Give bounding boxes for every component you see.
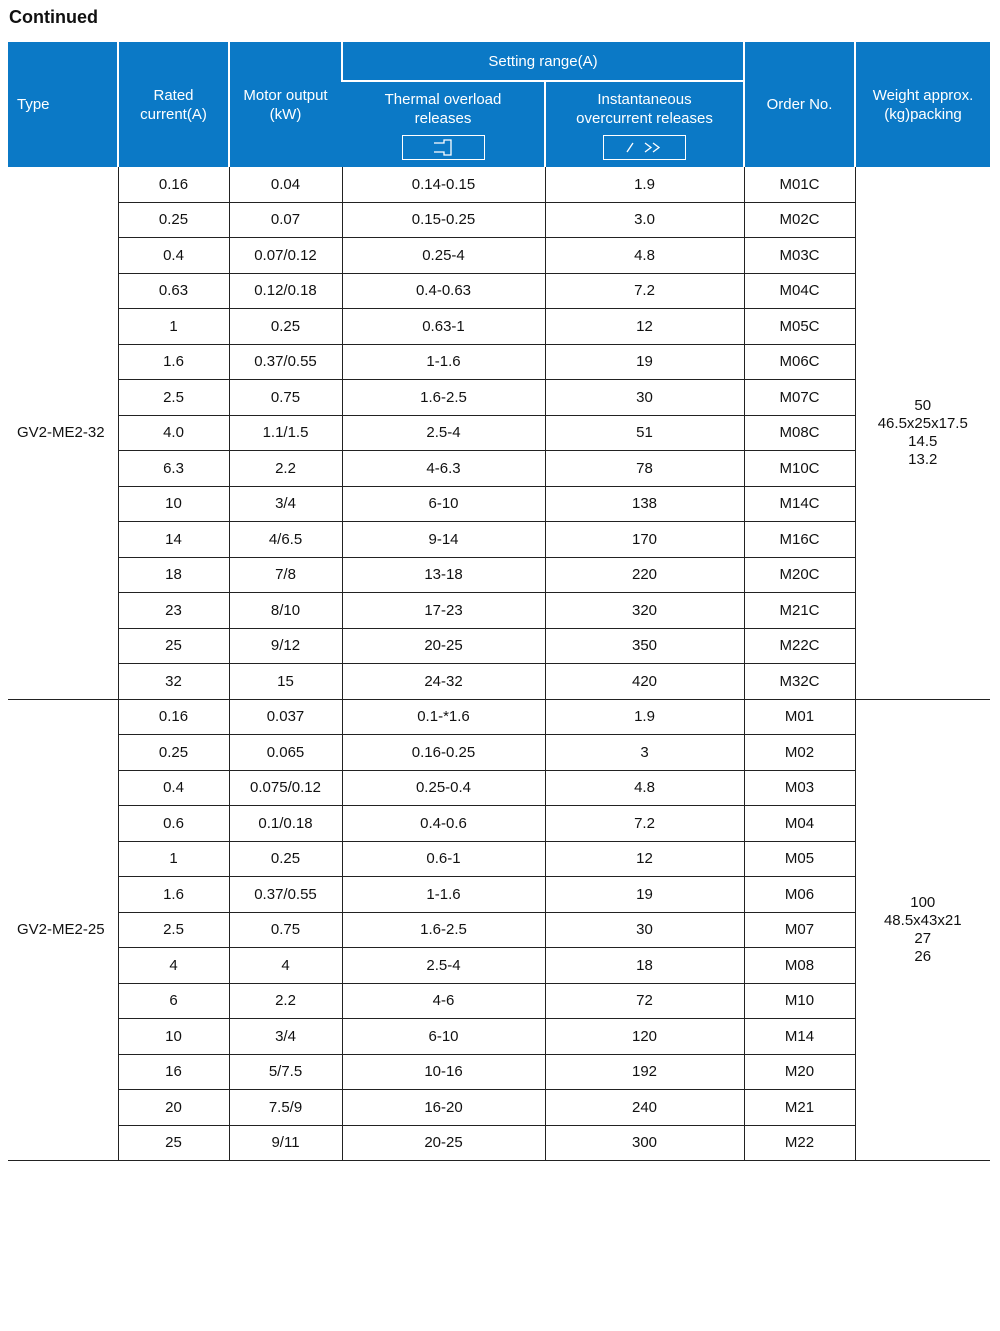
instantaneous-cell: 240 [545, 1090, 744, 1126]
motor-output-cell: 3/4 [229, 486, 342, 522]
thermal-range-cell: 17-23 [342, 593, 545, 629]
thermal-range-cell: 4-6 [342, 983, 545, 1019]
instantaneous-cell: 7.2 [545, 273, 744, 309]
table-body [8, 167, 990, 1161]
order-no-cell: M04 [744, 806, 855, 842]
motor-output-cell: 7.5/9 [229, 1090, 342, 1126]
col-instantaneous-line2: overcurrent releases [576, 109, 713, 127]
motor-output-cell: 2.2 [229, 983, 342, 1019]
table-row [8, 912, 990, 948]
thermal-range-cell: 24-32 [342, 664, 545, 700]
order-no-cell: M22 [744, 1125, 855, 1161]
col-rated-current-line1: Rated [153, 86, 194, 104]
order-no-cell: M08C [744, 415, 855, 451]
table-row [8, 1019, 990, 1055]
weight-line: 100 [910, 893, 936, 911]
col-rated-current-line2: current(A) [140, 105, 207, 123]
table-row [8, 415, 990, 451]
rated-current-cell: 0.16 [118, 699, 229, 735]
order-no-cell: M20C [744, 557, 855, 593]
thermal-range-cell: 0.25-4 [342, 238, 545, 274]
order-no-cell: M10C [744, 451, 855, 487]
overcurrent-release-symbol-icon [603, 135, 686, 160]
rated-current-cell: 1 [118, 309, 229, 345]
weight-line: 50 [914, 396, 932, 414]
rated-current-cell: 20 [118, 1090, 229, 1126]
table-row [8, 628, 990, 664]
motor-output-cell: 1.1/1.5 [229, 415, 342, 451]
order-no-cell: M16C [744, 522, 855, 558]
thermal-range-cell: 4-6.3 [342, 451, 545, 487]
rated-current-cell: 1.6 [118, 877, 229, 913]
col-instantaneous-line1: Instantaneous [597, 90, 692, 108]
instantaneous-cell: 30 [545, 380, 744, 416]
product-spec-table [8, 42, 990, 1161]
order-no-cell: M14 [744, 1019, 855, 1055]
table-row [8, 522, 990, 558]
instantaneous-cell: 78 [545, 451, 744, 487]
thermal-range-cell: 2.5-4 [342, 948, 545, 984]
instantaneous-cell: 3.0 [545, 202, 744, 238]
order-no-cell: M05 [744, 841, 855, 877]
table-row [8, 1054, 990, 1090]
rated-current-cell: 0.25 [118, 202, 229, 238]
rated-current-cell: 25 [118, 1125, 229, 1161]
thermal-range-cell: 0.4-0.63 [342, 273, 545, 309]
thermal-range-cell: 1.6-2.5 [342, 912, 545, 948]
motor-output-cell: 2.2 [229, 451, 342, 487]
rated-current-cell: 14 [118, 522, 229, 558]
motor-output-cell: 9/11 [229, 1125, 342, 1161]
rated-current-cell: 10 [118, 1019, 229, 1055]
rated-current-cell: 2.5 [118, 380, 229, 416]
instantaneous-cell: 120 [545, 1019, 744, 1055]
thermal-range-cell: 0.14-0.15 [342, 167, 545, 202]
motor-output-cell: 0.37/0.55 [229, 877, 342, 913]
weight-line: 27 [914, 929, 932, 947]
table-row [8, 238, 990, 274]
col-thermal-line1: Thermal overload [384, 90, 502, 108]
col-motor-output-line2: (kW) [269, 105, 302, 123]
col-rated-current-header [118, 42, 229, 167]
table-row [8, 664, 990, 700]
weight-line: 46.5x25x17.5 [877, 414, 968, 432]
table-row [8, 1125, 990, 1161]
instantaneous-cell: 51 [545, 415, 744, 451]
thermal-range-cell: 1.6-2.5 [342, 380, 545, 416]
instantaneous-cell: 19 [545, 877, 744, 913]
rated-current-cell: 6.3 [118, 451, 229, 487]
col-setting-range-header: Setting range(A) [342, 42, 744, 81]
instantaneous-cell: 4.8 [545, 238, 744, 274]
table-row [8, 167, 990, 202]
instantaneous-cell: 72 [545, 983, 744, 1019]
thermal-range-cell: 0.63-1 [342, 309, 545, 345]
thermal-range-cell: 16-20 [342, 1090, 545, 1126]
instantaneous-cell: 192 [545, 1054, 744, 1090]
table-row [8, 273, 990, 309]
weight-cell [855, 699, 990, 1161]
motor-output-cell: 0.04 [229, 167, 342, 202]
rated-current-cell: 0.16 [118, 167, 229, 202]
col-weight-line2: (kg)packing [884, 105, 962, 123]
order-no-cell: M01C [744, 167, 855, 202]
order-no-cell: M04C [744, 273, 855, 309]
thermal-range-cell: 0.15-0.25 [342, 202, 545, 238]
instantaneous-cell: 170 [545, 522, 744, 558]
instantaneous-cell: 12 [545, 309, 744, 345]
order-no-cell: M01 [744, 699, 855, 735]
table-row [8, 593, 990, 629]
weight-line: 13.2 [908, 450, 938, 468]
motor-output-cell: 0.075/0.12 [229, 770, 342, 806]
thermal-range-cell: 0.6-1 [342, 841, 545, 877]
motor-output-cell: 9/12 [229, 628, 342, 664]
motor-output-cell: 0.75 [229, 380, 342, 416]
motor-output-cell: 0.37/0.55 [229, 344, 342, 380]
motor-output-cell: 15 [229, 664, 342, 700]
rated-current-cell: 0.4 [118, 238, 229, 274]
table-row [8, 770, 990, 806]
rated-current-cell: 16 [118, 1054, 229, 1090]
order-no-cell: M07 [744, 912, 855, 948]
instantaneous-cell: 7.2 [545, 806, 744, 842]
rated-current-cell: 6 [118, 983, 229, 1019]
rated-current-cell: 2.5 [118, 912, 229, 948]
order-no-cell: M02 [744, 735, 855, 771]
order-no-cell: M32C [744, 664, 855, 700]
col-thermal-header [342, 81, 545, 167]
rated-current-cell: 0.6 [118, 806, 229, 842]
order-no-cell: M02C [744, 202, 855, 238]
order-no-cell: M03C [744, 238, 855, 274]
thermal-range-cell: 0.16-0.25 [342, 735, 545, 771]
motor-output-cell: 0.1/0.18 [229, 806, 342, 842]
order-no-cell: M22C [744, 628, 855, 664]
instantaneous-cell: 300 [545, 1125, 744, 1161]
rated-current-cell: 1.6 [118, 344, 229, 380]
instantaneous-cell: 3 [545, 735, 744, 771]
table-row [8, 877, 990, 913]
motor-output-cell: 3/4 [229, 1019, 342, 1055]
thermal-range-cell: 9-14 [342, 522, 545, 558]
motor-output-cell: 4/6.5 [229, 522, 342, 558]
order-no-cell: M06C [744, 344, 855, 380]
table-row [8, 983, 990, 1019]
type-cell: GV2-ME2-25 [8, 699, 118, 1161]
motor-output-cell: 4 [229, 948, 342, 984]
type-cell: GV2-ME2-32 [8, 167, 118, 699]
thermal-range-cell: 6-10 [342, 1019, 545, 1055]
thermal-range-cell: 1-1.6 [342, 344, 545, 380]
motor-output-cell: 0.065 [229, 735, 342, 771]
weight-line: 14.5 [908, 432, 938, 450]
order-no-cell: M06 [744, 877, 855, 913]
col-weight-line1: Weight approx. [872, 86, 974, 104]
instantaneous-cell: 1.9 [545, 167, 744, 202]
rated-current-cell: 32 [118, 664, 229, 700]
table-row [8, 699, 990, 735]
order-no-cell: M10 [744, 983, 855, 1019]
thermal-range-cell: 1-1.6 [342, 877, 545, 913]
instantaneous-cell: 12 [545, 841, 744, 877]
table-row [8, 202, 990, 238]
instantaneous-cell: 220 [545, 557, 744, 593]
instantaneous-cell: 1.9 [545, 699, 744, 735]
rated-current-cell: 4.0 [118, 415, 229, 451]
motor-output-cell: 5/7.5 [229, 1054, 342, 1090]
weight-line: 26 [914, 947, 932, 965]
page-heading: Continued [9, 7, 98, 27]
table-row [8, 948, 990, 984]
thermal-range-cell: 0.4-0.6 [342, 806, 545, 842]
table-row [8, 557, 990, 593]
rated-current-cell: 18 [118, 557, 229, 593]
instantaneous-cell: 30 [545, 912, 744, 948]
weight-line: 48.5x43x21 [883, 911, 962, 929]
col-thermal-line2: releases [414, 109, 472, 127]
instantaneous-cell: 420 [545, 664, 744, 700]
order-no-cell: M21 [744, 1090, 855, 1126]
thermal-range-cell: 10-16 [342, 1054, 545, 1090]
col-type-header: Type [8, 42, 118, 167]
order-no-cell: M14C [744, 486, 855, 522]
table-row [8, 1090, 990, 1126]
table-row [8, 841, 990, 877]
thermal-range-cell: 6-10 [342, 486, 545, 522]
thermal-release-symbol-icon [402, 135, 485, 160]
instantaneous-cell: 320 [545, 593, 744, 629]
order-no-cell: M05C [744, 309, 855, 345]
motor-output-cell: 0.037 [229, 699, 342, 735]
order-no-cell: M03 [744, 770, 855, 806]
motor-output-cell: 0.07/0.12 [229, 238, 342, 274]
thermal-range-cell: 20-25 [342, 1125, 545, 1161]
motor-output-cell: 0.07 [229, 202, 342, 238]
instantaneous-cell: 18 [545, 948, 744, 984]
col-motor-output-line1: Motor output [243, 86, 328, 104]
motor-output-cell: 0.25 [229, 841, 342, 877]
motor-output-cell: 0.25 [229, 309, 342, 345]
order-no-cell: M21C [744, 593, 855, 629]
table-row [8, 486, 990, 522]
rated-current-cell: 0.25 [118, 735, 229, 771]
table-row [8, 451, 990, 487]
instantaneous-cell: 19 [545, 344, 744, 380]
rated-current-cell: 0.63 [118, 273, 229, 309]
motor-output-cell: 8/10 [229, 593, 342, 629]
thermal-range-cell: 0.1-*1.6 [342, 699, 545, 735]
col-order-no-header: Order No. [744, 42, 855, 167]
table-row [8, 735, 990, 771]
order-no-cell: M07C [744, 380, 855, 416]
rated-current-cell: 0.4 [118, 770, 229, 806]
rated-current-cell: 4 [118, 948, 229, 984]
weight-cell [855, 167, 990, 699]
col-instantaneous-header [545, 81, 744, 167]
table-row [8, 806, 990, 842]
instantaneous-cell: 138 [545, 486, 744, 522]
rated-current-cell: 25 [118, 628, 229, 664]
table-row [8, 380, 990, 416]
rated-current-cell: 1 [118, 841, 229, 877]
order-no-cell: M08 [744, 948, 855, 984]
table-row [8, 309, 990, 345]
table-row [8, 344, 990, 380]
thermal-range-cell: 0.25-0.4 [342, 770, 545, 806]
instantaneous-cell: 4.8 [545, 770, 744, 806]
order-no-cell: M20 [744, 1054, 855, 1090]
thermal-range-cell: 20-25 [342, 628, 545, 664]
table-header [8, 42, 990, 167]
thermal-range-cell: 13-18 [342, 557, 545, 593]
instantaneous-cell: 350 [545, 628, 744, 664]
rated-current-cell: 23 [118, 593, 229, 629]
motor-output-cell: 0.75 [229, 912, 342, 948]
col-motor-output-header [229, 42, 342, 167]
motor-output-cell: 0.12/0.18 [229, 273, 342, 309]
thermal-range-cell: 2.5-4 [342, 415, 545, 451]
rated-current-cell: 10 [118, 486, 229, 522]
col-weight-header [855, 42, 990, 167]
motor-output-cell: 7/8 [229, 557, 342, 593]
